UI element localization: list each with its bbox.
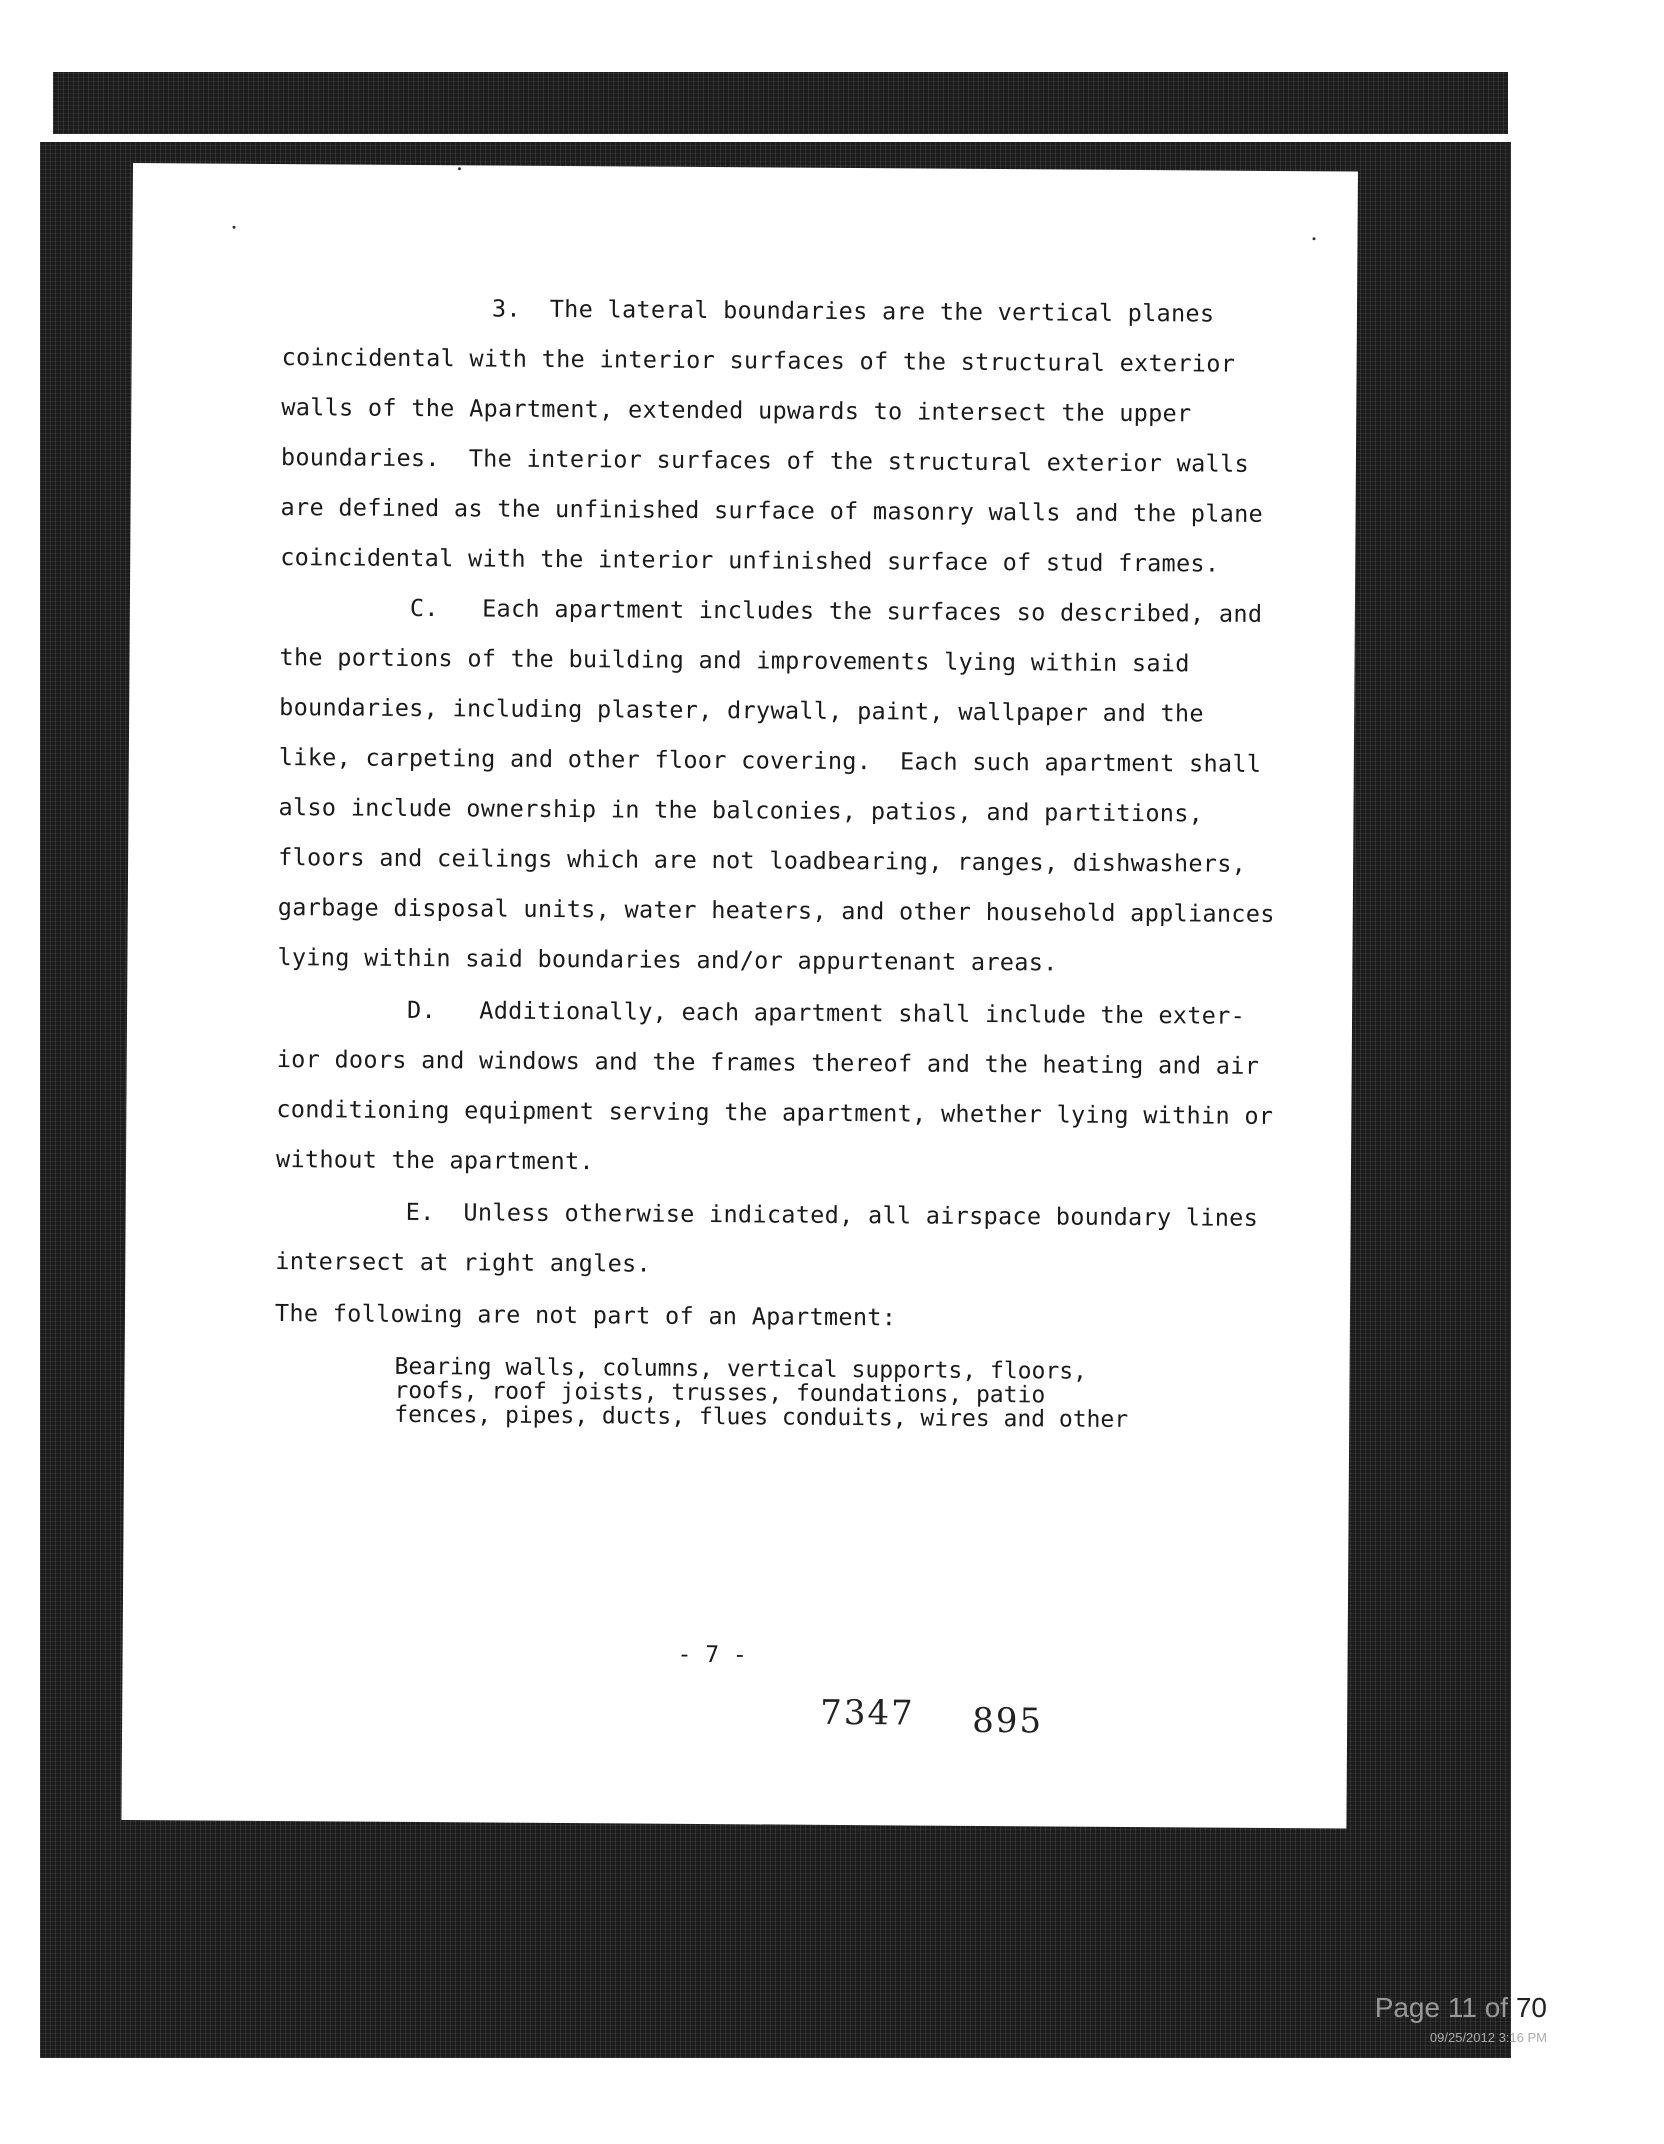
list-line: roofs, roof joists, trusses, foundations, patio [394, 1377, 1046, 1409]
text-line: C. Each apartment includes the surfaces so described, and [409, 593, 1263, 628]
list-line: Bearing walls, columns, vertical supports, floors, [394, 1353, 1088, 1385]
page-stamp: 895 [972, 1700, 1044, 1742]
list-line: fences, pipes, ducts, flues conduits, wires and other [394, 1401, 1129, 1433]
text-line: also include ownership in the balconies, patios, and partitions, [278, 793, 1204, 828]
page-indicator [1375, 1992, 1547, 2024]
text-line: intersect at right angles. [275, 1247, 652, 1278]
text-line: ior doors and windows and the frames thereof and the heating and air [276, 1045, 1260, 1080]
scan-border-top [53, 72, 1508, 134]
text-line: like, carpeting and other floor covering. Each such apartment shall [278, 743, 1262, 778]
page-indicator-label: Page 11 of [1374, 1992, 1509, 2023]
text-line: boundaries. The interior surfaces of the structural exterior walls [280, 443, 1250, 478]
text-line: without the apartment. [275, 1145, 595, 1176]
text-line: E. Unless otherwise indicated, all airspace boundary lines [405, 1197, 1259, 1232]
text-line: lying within said boundaries and/or appurtenant areas. [277, 943, 1058, 977]
page-number: - 7 - [677, 1641, 747, 1669]
text-line: are defined as the unfinished surface of masonry walls and the plane [280, 493, 1264, 528]
text-line: D. Additionally, each apartment shall include the exter- [406, 995, 1246, 1030]
document-page [121, 163, 1358, 1829]
scan-speck [458, 167, 461, 170]
text-line: conditioning equipment serving the apartment, whether lying within or [276, 1095, 1274, 1130]
text-line: boundaries, including plaster, drywall, paint, wallpaper and the [279, 693, 1204, 728]
scan-speck [1312, 237, 1315, 240]
text-line: garbage disposal units, water heaters, and other household appliances [277, 893, 1275, 928]
text-line: walls of the Apartment, extended upwards to intersect the upper [281, 393, 1192, 428]
book-number-stamp: 7347 [820, 1692, 915, 1734]
scan-speck [233, 226, 236, 229]
page-total: 70 [1515, 1992, 1547, 2023]
text-line: coincidental with the interior unfinished surface of stud frames. [280, 543, 1220, 578]
text-line: The following are not part of an Apartment: [274, 1299, 897, 1332]
text-line: floors and ceilings which are not loadbearing, ranges, dishwashers, [278, 843, 1247, 878]
text-line: 3. The lateral boundaries are the vertical planes [491, 294, 1215, 328]
text-line: coincidental with the interior surfaces of the structural exterior [281, 343, 1236, 378]
datestamp: 09/25/2012 3:16 PM [1429, 2030, 1547, 2045]
text-line: the portions of the building and improvements lying within said [279, 643, 1190, 678]
